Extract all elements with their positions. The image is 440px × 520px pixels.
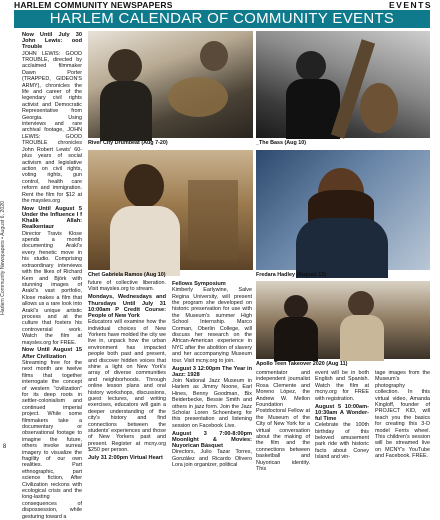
- section-label: EVENTS: [388, 0, 432, 10]
- river-city-drumbeat-photo: [88, 31, 253, 138]
- calendar-column-4: [256, 370, 310, 478]
- event-description: Join National Jazz Museum in Harlem as Jimmy Noone, Earl Hines, Benny Goodman, Bix Beiderbecke, Bessie Smith and others in jazz form. Join the Jazz Scholar Loren Schoenberg for this presentation and listening session on Facebook Live.: [172, 377, 252, 429]
- calendar-column-6: [375, 370, 430, 478]
- photo-caption: _The Bass (Aug 10): [256, 140, 307, 146]
- chet-gabriela-ramos-photo: [88, 150, 253, 270]
- event-heading: July 31 2:00pm Virtual Heart: [88, 455, 163, 462]
- page-number: 8: [2, 444, 7, 450]
- publication-name: HARLEM COMMUNITY NEWSPAPERS: [14, 0, 173, 10]
- event-heading: Now Until August 15 After Civilization: [22, 347, 82, 360]
- event-description: Streaming free for the next month are twelve films that together interrogate the concept of western "civilization" for its deep roots in settler-colonialism and continued imperial project. While some filmmakers take a documentary or observational footage to imagine the future, others invoke surreal imagery to visualize the fragility of our own realities. Part ethnographic, part science fiction, After Civilization reckons with ecological crisis and the long-lasting consequences of dispossession, while gesturing toward a: [22, 359, 82, 520]
- event-heading: Now Until August 5 Under the Influence I f Khalik Allah: Realkentaur: [22, 205, 82, 231]
- event-heading: August 3 12:00pm The Year in Jazz: 1928: [172, 365, 252, 378]
- event-description: Kimberly Earlywine, Salve Regina University, will present the program she developed on historic preservation for use with the Museum's summer High School Internship. Marco Corman, Oberlin College, will discuss her research on the African-American experience in NYC after the abolition of slavery and her accompanying Museum tour. Visit mcny.org to join.: [172, 287, 252, 364]
- event-description: Directors, Julio Tazar Torres, González and Ricardo Olivero Lora join organizer, political: [172, 449, 252, 469]
- event-description: tage images from the Museum's photography collection. In this virtual video, Amanda Kingloff, founder of PROJECT KID, will teach you the basics for creating this 3-D model Ferris wheel. This children's session will be streamed live on MCNY's YouTube and Facebook. FREE.: [375, 370, 430, 460]
- the-bass-photo: [256, 31, 430, 138]
- fredara-hadley-photo: [256, 150, 430, 270]
- calendar-column-1: [22, 31, 82, 520]
- calendar-banner: HARLEM CALENDAR OF COMMUNITY EVENTS: [14, 10, 430, 28]
- event-description: future of collective liberation. Visit maysles.org to stream.: [88, 280, 166, 293]
- event-description: Celebrate the 100th birthday of this beloved amusement park ride with historic facts about Coney Island and vin-: [315, 422, 369, 461]
- photo-caption: Chet Gabriela Ramos (Aug 10): [88, 272, 166, 278]
- calendar-column-5: [315, 370, 369, 478]
- event-description: Educators will examine how the individual choices of New Yorkers have molded the city we live in, unpack how the urban environment has impacted people both past and present, and discover hidden voices that shine a light on New York's array of diverse communities and neighborhoods. Through online lesson plans and oral history workshops, discussions, guest lectures, and writing exercises, educators will gain a deeper understanding of the city's history and find connections between the students' experiences and those of New Yorkers past and present. Register at mcny.org $250 per person.: [88, 319, 166, 454]
- calendar-column-3: [172, 280, 252, 478]
- photo-caption: River City Drumbeat (Aug 7-20): [88, 140, 168, 146]
- photo-caption: Apollo Teen Takeover 2020 (Aug 11): [256, 361, 348, 367]
- event-heading: August 5 10:00am-10:30am A Wonder-ful Time: [315, 403, 369, 422]
- event-description: event will be in both English and Spanish. Watch the film at mcny.org for FREE with registration.: [315, 370, 369, 402]
- event-description: JOHN LEWIS: GOOD TROUBLE, directed by acclaimed filmmaker Dawn Porter (TRAPPED, GIDEON'S ARMY), chronicles the life and career of the legendary civil rights activist and Democratic Representative from Georgia. Using interviews and rare archival footage, JOHN LEWIS: GOOD TROUBLE chronicles John Robert Lewis' 60-plus years of social activism and legislative action on civil rights, voting rights, gun control, health care reform and immigration. Rent the film for $12 at the maysles.org: [22, 50, 82, 204]
- event-heading: August 3 7:00-8:00pm Moonlight & Movies: Nuyorican Básquet: [172, 430, 252, 450]
- page-header: [0, 0, 440, 10]
- event-description: Director Travis Klose spends a month documenting Arakī's every frenetic move in his studio. Comprising extraordinary interviews with the likes of Richard Kern and Björk with stunning images of Arakī's vast portfolio, Klose makes a film that allows us a rare look into Arakī's unique artistic process and at the culture that fosters his controversial work. Watch the film at maysles.org for FREE.: [22, 230, 82, 346]
- apollo-teen-takeover-photo: [256, 281, 430, 359]
- calendar-column-2: [88, 280, 166, 478]
- event-heading: Fellows Symposium: [172, 281, 226, 287]
- photo-caption: Fredara Hadley (August 12): [256, 272, 327, 278]
- event-description: commentator and independent journalist Rosa Clemente and Moreno López, the Andrew W. Mellon Foundation Postdoctoral Fellow at the Museum of the City of New York for a virtual conversation about the making of the film and the connections between basketball and Nuyorican identity. This: [256, 370, 310, 473]
- event-heading: Now Until July 30 John Lewis: ood Trouble: [22, 32, 82, 51]
- page-sidebar: [0, 30, 9, 480]
- page-citation: Harlem Community Newspapers • August 6, 2020: [0, 201, 6, 315]
- event-heading: Mondays, Wednesdays and Thursdays Until July 31 10:00am P Credit Course: People of New York: [88, 294, 166, 319]
